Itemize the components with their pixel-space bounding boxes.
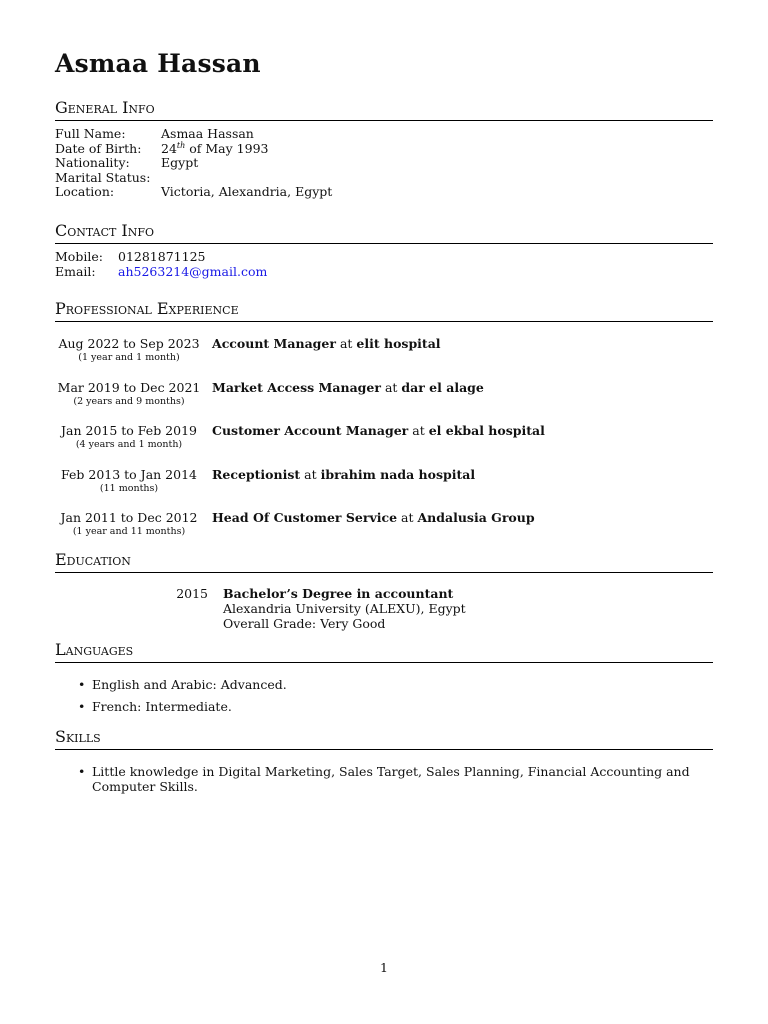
languages-list: [55, 677, 713, 714]
info-value: 24th of May 1993: [161, 140, 269, 156]
organization: dar el alage: [401, 379, 484, 395]
experience-dates: [55, 510, 203, 554]
experience-item: [55, 467, 713, 511]
general-info-heading: General Info: [55, 98, 713, 121]
organization: Andalusia Group: [417, 510, 535, 526]
info-value: Asmaa Hassan: [161, 126, 254, 141]
experience-dates: [55, 336, 203, 380]
experience-item: [55, 423, 713, 467]
experience-dates: [55, 380, 203, 424]
date-range: Aug 2022 to Sep 2023: [58, 336, 200, 351]
contact-info-heading: Contact Info: [55, 221, 713, 244]
general-info-section: [55, 98, 713, 200]
date-range: Mar 2019 to Dec 2021: [57, 379, 201, 395]
at-word: at: [300, 466, 321, 482]
grade: Overall Grade: Very Good: [223, 616, 386, 631]
email-link[interactable]: ah5263214@gmail.com: [118, 263, 268, 279]
skill-item: • Little knowledge in Digital Marketing, Sales Target, Sales Planning, Financial Accounting and Computer Skills.: [92, 764, 713, 794]
role: Market Access Manager: [212, 379, 381, 395]
info-label: Location:: [55, 184, 115, 200]
organization: elit hospital: [356, 336, 441, 351]
skills-heading: Skills: [55, 727, 713, 750]
duration: (1 year and 1 month): [78, 352, 180, 363]
education-details: [223, 586, 466, 631]
at-word: at: [335, 336, 357, 351]
info-row-date-of-birth: [55, 142, 713, 157]
at-word: at: [408, 423, 429, 439]
date-range: Jan 2011 to Dec 2012: [60, 510, 198, 526]
experience-title: [203, 510, 535, 554]
role: Customer Account Manager: [212, 423, 409, 439]
education-entry: [55, 586, 713, 631]
experience-item: [55, 336, 713, 380]
degree: Bachelor’s Degree in accountant: [223, 586, 454, 601]
mobile-value: 01281871125: [118, 249, 206, 264]
languages-section: [55, 640, 713, 721]
school: Alexandria University (ALEXU), Egypt: [223, 601, 466, 616]
organization: ibrahim nada hospital: [320, 466, 476, 482]
contact-info-list: [55, 250, 713, 279]
info-label: Nationality:: [55, 155, 130, 171]
email-label: Email:: [55, 263, 96, 279]
mobile-label: Mobile:: [55, 249, 103, 264]
at-word: at: [397, 510, 418, 526]
organization: el ekbal hospital: [428, 423, 545, 439]
education-year: 2015: [176, 586, 208, 601]
date-range: Feb 2013 to Jan 2014: [61, 466, 197, 482]
duration: (1 year and 11 months): [72, 526, 186, 538]
info-row-full-name: [55, 127, 713, 142]
experience-item: [55, 510, 713, 554]
general-info-list: [55, 127, 713, 200]
experience-title: [203, 336, 441, 380]
language-item: • French: Intermediate.: [92, 699, 713, 714]
experience-heading: Professional Experience: [55, 299, 713, 322]
info-label: Full Name:: [55, 126, 126, 141]
info-row-location: [55, 185, 713, 200]
education-heading: Education: [55, 550, 713, 573]
duration: (4 years and 1 month): [75, 439, 183, 451]
page-number: 1: [380, 960, 388, 975]
info-label: Marital Status:: [55, 169, 151, 185]
education-section: [55, 550, 713, 631]
date-range: Jan 2015 to Feb 2019: [61, 423, 197, 439]
duration: (2 years and 9 months): [73, 395, 185, 407]
experience-list: [55, 336, 713, 554]
experience-title: [203, 423, 545, 467]
experience-item: [55, 380, 713, 424]
experience-dates: [55, 467, 203, 511]
contact-row-email: [55, 265, 713, 280]
skills-section: [55, 727, 713, 801]
role: Account Manager: [212, 336, 336, 351]
info-row-nationality: [55, 156, 713, 171]
languages-heading: Languages: [55, 640, 713, 663]
contact-row-mobile: [55, 250, 713, 265]
role: Head Of Customer Service: [212, 510, 398, 526]
info-label: Date of Birth:: [55, 140, 142, 156]
skills-list: [55, 764, 713, 794]
candidate-name: Asmaa Hassan: [55, 49, 261, 78]
language-item: • English and Arabic: Advanced.: [92, 677, 713, 692]
experience-section: [55, 299, 713, 554]
experience-dates: [55, 423, 203, 467]
experience-title: [203, 467, 475, 511]
contact-info-section: [55, 221, 713, 279]
info-value: Egypt: [161, 155, 199, 171]
experience-title: [203, 380, 484, 424]
info-value: Victoria, Alexandria, Egypt: [161, 184, 333, 200]
info-row-marital-status: [55, 171, 713, 186]
at-word: at: [380, 379, 402, 395]
role: Receptionist: [212, 466, 301, 482]
duration: (11 months): [99, 482, 159, 494]
